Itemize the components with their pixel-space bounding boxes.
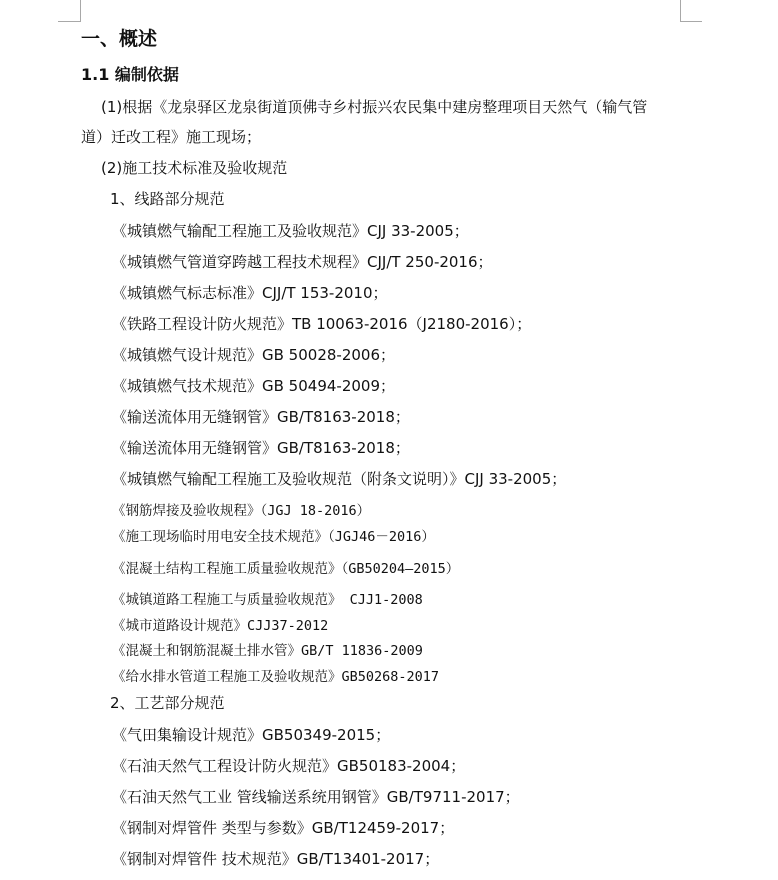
list-item: 《施工现场临时用电安全技术规范》（JGJ46－2016）: [112, 529, 435, 545]
crop-mark-left-vertical: [80, 0, 81, 22]
list-item: 《铁路工程设计防火规范》TB 10063-2016（J2180-2016）；: [112, 315, 532, 333]
list-item: 《输送流体用无缝钢管》GB/T8163-2018；: [112, 439, 410, 457]
paragraph-standards: (2)施工技术标准及验收规范: [101, 159, 288, 177]
list-item: 《石油天然气工业 管线输送系统用钢管》GB/T9711-2017；: [112, 788, 520, 806]
list-item: 《城镇燃气标志标准》CJJ/T 153-2010；: [112, 284, 388, 302]
list-item: 《城镇燃气输配工程施工及验收规范》CJJ 33-2005；: [112, 222, 469, 240]
list-item: 《输送流体用无缝钢管》GB/T8163-2018；: [112, 408, 410, 426]
list-item: 《给水排水管道工程施工及验收规范》GB50268-2017: [112, 669, 440, 685]
list-item: 《气田集输设计规范》GB50349-2015；: [112, 726, 391, 744]
crop-mark-left-horizontal: [58, 21, 81, 22]
list-item: 《城镇燃气设计规范》GB 50028-2006；: [112, 346, 395, 364]
list-item: 《城镇道路工程施工与质量验收规范》 CJJ1-2008: [112, 592, 423, 608]
section-line-specs: 1、线路部分规范: [110, 190, 225, 208]
list-item: 《城镇燃气输配工程施工及验收规范（附条文说明）》CJJ 33-2005；: [112, 470, 567, 488]
heading-overview: 一、概述: [81, 28, 158, 50]
crop-mark-right-vertical: [680, 0, 681, 22]
list-item: 《钢制对焊管件 技术规范》GB/T13401-2017；: [112, 850, 440, 868]
list-item: 《钢筋焊接及验收规程》（JGJ 18-2016）: [112, 503, 371, 519]
list-item: 《混凝土结构工程施工质量验收规范》（GB50204—2015）: [112, 561, 460, 577]
paragraph-project-line1: (1)根据《龙泉驿区龙泉街道顶佛寺乡村振兴农民集中建房整理项目天然气（输气管: [101, 98, 648, 116]
list-item: 《石油天然气工程设计防火规范》GB50183-2004；: [112, 757, 466, 775]
heading-basis: 1.1 编制依据: [81, 65, 179, 84]
list-item: 《城镇燃气管道穿跨越工程技术规程》CJJ/T 250-2016；: [112, 253, 493, 271]
section-process-specs: 2、工艺部分规范: [110, 694, 225, 712]
paragraph-project-line2: 道）迁改工程》施工现场；: [81, 128, 262, 146]
list-item: 《钢制对焊管件 类型与参数》GB/T12459-2017；: [112, 819, 455, 837]
list-item: 《城镇燃气技术规范》GB 50494-2009；: [112, 377, 395, 395]
list-item: 《城市道路设计规范》CJJ37-2012: [112, 618, 329, 634]
crop-mark-right-horizontal: [680, 21, 702, 22]
list-item: 《混凝土和钢筋混凝土排水管》GB/T 11836-2009: [112, 643, 423, 659]
